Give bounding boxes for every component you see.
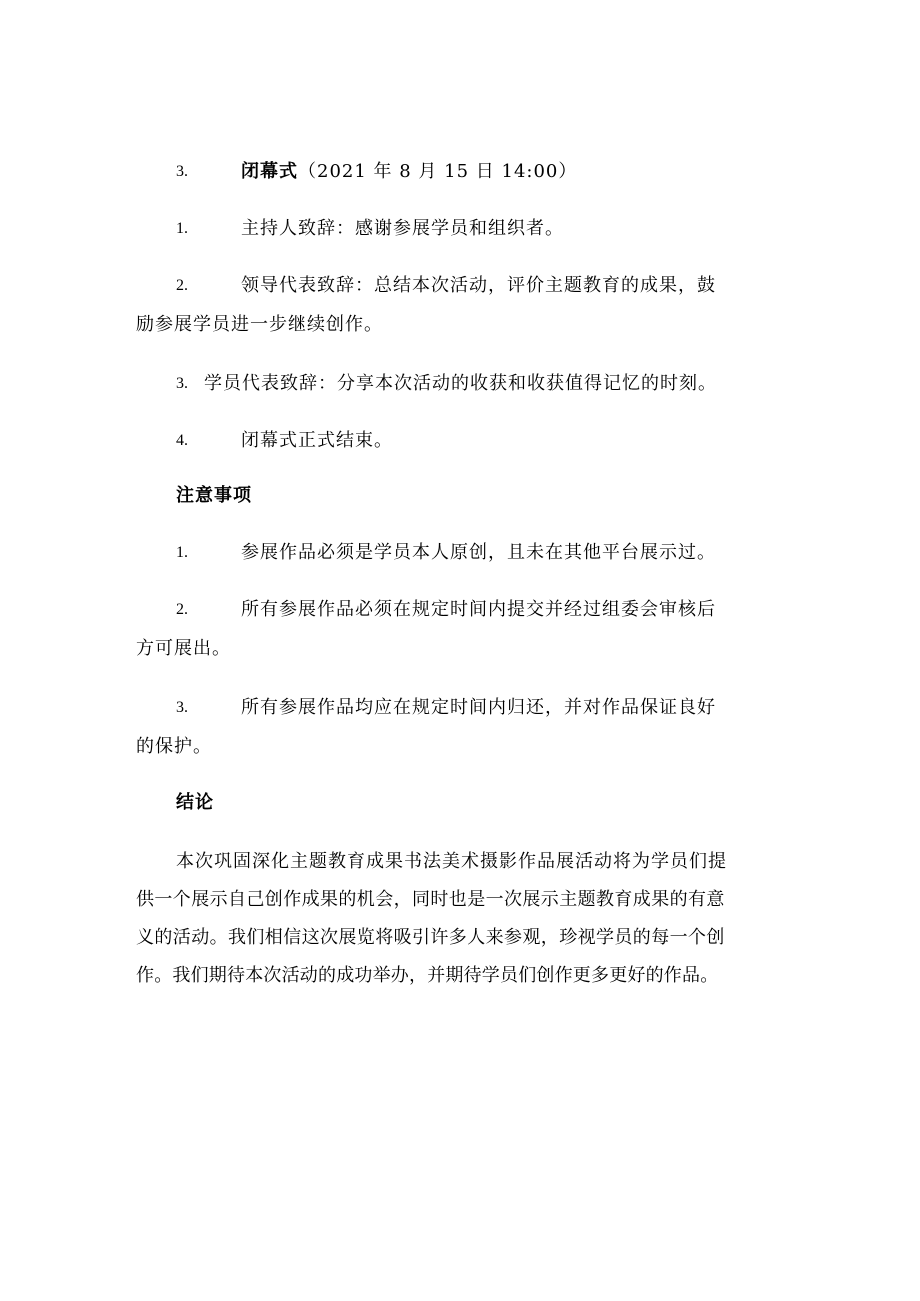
notes-item-2-text: 所有参展作品必须在规定时间内提交并经过组委会审核后 xyxy=(241,599,716,620)
conclusion-line-3: 义的活动。我们相信这次展览将吸引许多人来参观，珍视学员的每一个创 xyxy=(136,927,725,948)
conclusion-line-1: 本次巩固深化主题教育成果书法美术摄影作品展活动将为学员们提 xyxy=(176,851,727,872)
closing-heading xyxy=(241,160,577,184)
notes-item-2-number: 2. xyxy=(176,601,188,618)
closing-title: 闭幕式 xyxy=(241,161,298,182)
notes-item-2-text-cont: 方可展出。 xyxy=(136,638,231,659)
closing-item-4-text: 闭幕式正式结束。 xyxy=(241,430,393,451)
conclusion-line-4: 作。我们期待本次活动的成功举办，并期待学员们创作更多更好的作品。 xyxy=(136,965,719,986)
conclusion-line-2: 供一个展示自己创作成果的机会，同时也是一次展示主题教育成果的有意 xyxy=(136,889,725,910)
closing-item-1-number: 1. xyxy=(176,220,188,237)
closing-item-3-text: 学员代表致辞：分享本次活动的收获和收获值得记忆的时刻。 xyxy=(204,373,717,394)
conclusion-title: 结论 xyxy=(176,792,214,813)
notes-item-1-number: 1. xyxy=(176,544,188,561)
closing-item-2-text-cont: 励参展学员进一步继续创作。 xyxy=(136,314,383,335)
notes-item-3-text-cont: 的保护。 xyxy=(136,736,212,757)
notes-item-3-text: 所有参展作品均应在规定时间内归还，并对作品保证良好 xyxy=(241,697,716,718)
notes-item-1-text: 参展作品必须是学员本人原创，且未在其他平台展示过。 xyxy=(241,542,716,563)
closing-number: 3. xyxy=(176,163,188,180)
closing-item-4-number: 4. xyxy=(176,432,188,449)
closing-datetime: （2021 年 8 月 15 日 14:00） xyxy=(298,161,578,182)
notes-item-3-number: 3. xyxy=(176,699,188,716)
notes-title: 注意事项 xyxy=(176,485,252,506)
closing-item-2-number: 2. xyxy=(176,277,188,294)
closing-item-1-text: 主持人致辞：感谢参展学员和组织者。 xyxy=(241,218,564,239)
closing-item-2-text: 领导代表致辞：总结本次活动，评价主题教育的成果，鼓 xyxy=(241,275,716,296)
closing-item-3-number: 3. xyxy=(176,375,188,392)
